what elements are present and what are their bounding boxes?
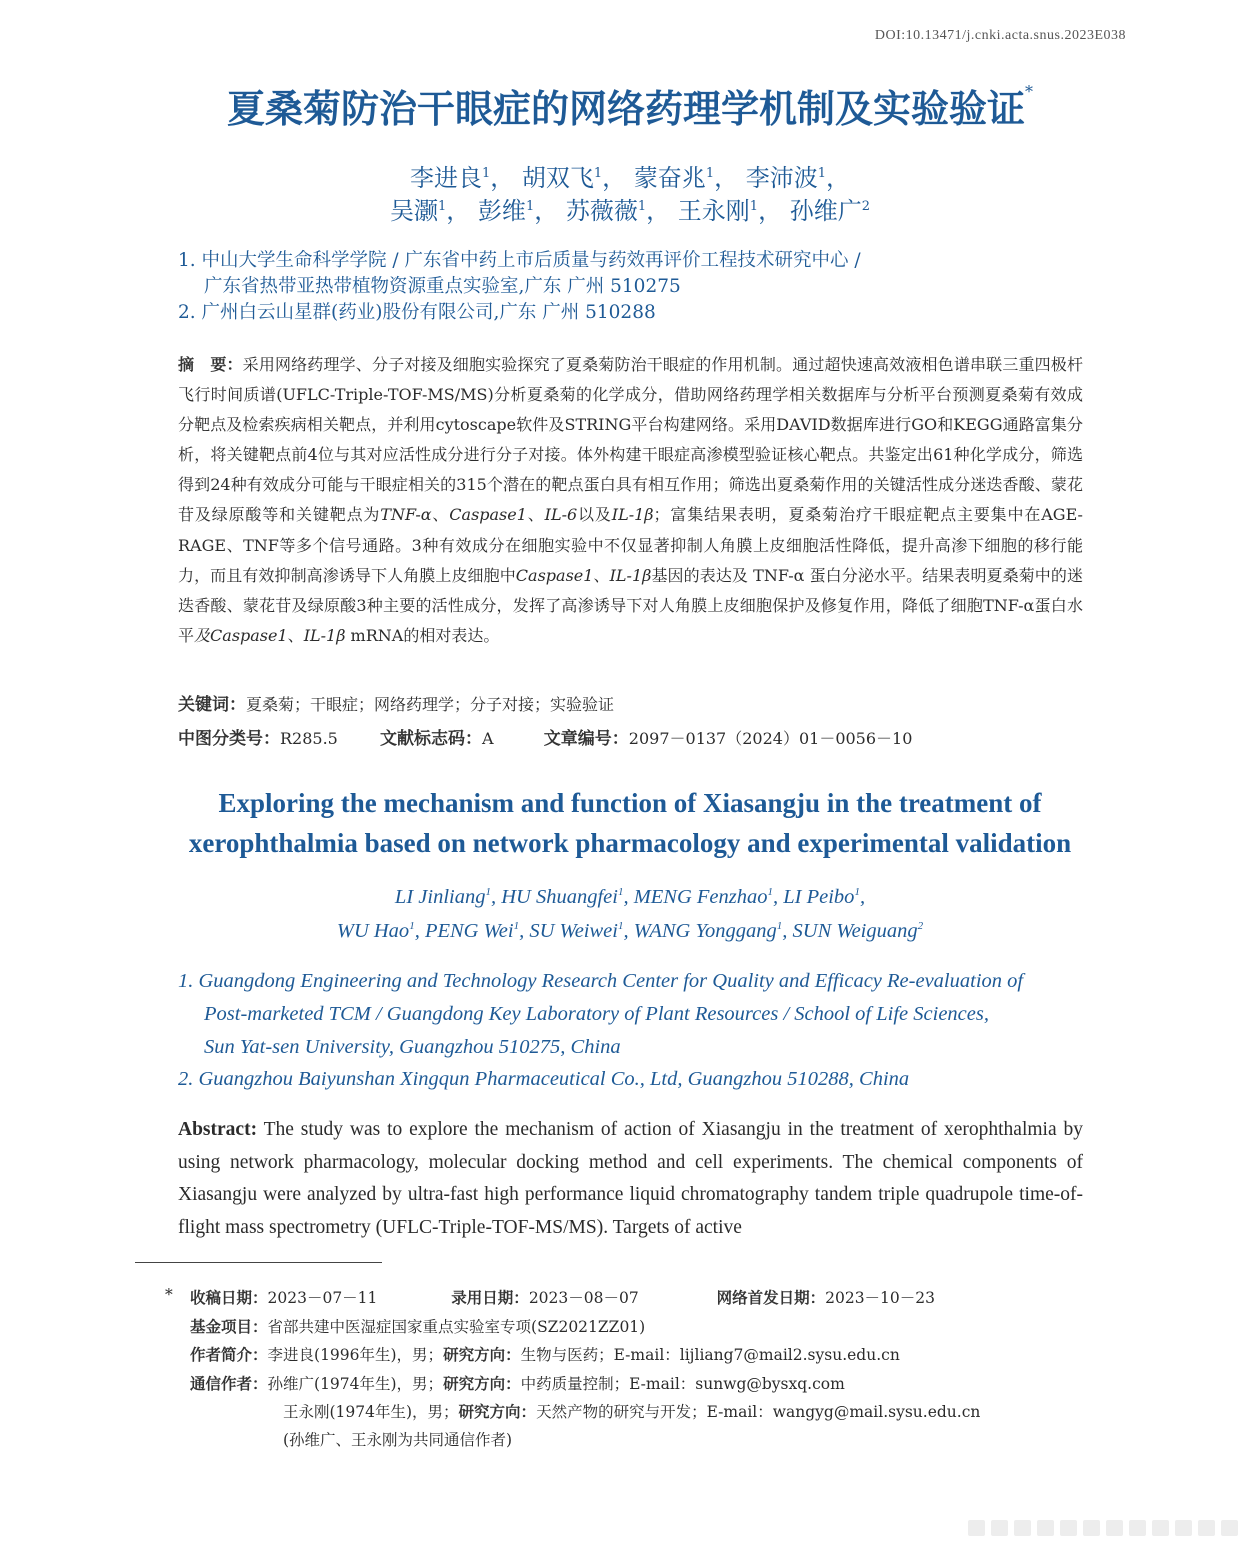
abstract-chinese: [178, 350, 1083, 651]
affiliation-en-1-cont2: Sun Yat-sen University, Guangzhou 510275, China: [204, 1036, 621, 1058]
gene-term: TNF-α: [380, 505, 432, 525]
corr1-research: 中药质量控制；E-mail：sunwg@bysxq.com: [520, 1375, 845, 1393]
footnote-corr-note: (孙维广、王永刚为共同通信作者): [283, 1431, 513, 1449]
author-research: 生物与医药；E-mail：lijliang7@mail2.sysu.edu.cn: [520, 1346, 900, 1364]
author-aff: 1: [705, 166, 715, 181]
author-zh: 王永刚: [677, 197, 750, 225]
gene-term: IL-1β: [609, 565, 652, 585]
author-zh: 吴灏: [390, 197, 439, 225]
author-aff: 1: [617, 920, 624, 933]
abstract-english: [178, 1114, 1083, 1244]
separator: 、: [431, 505, 450, 525]
author-bio: 李进良(1996年生)，男；: [267, 1346, 444, 1364]
online-label: 网络首发日期：: [716, 1289, 826, 1307]
title-chinese: [0, 78, 1260, 133]
separator: 、: [287, 625, 304, 645]
title-chinese-text: 夏桑菊防治干眼症的网络药理学机制及实验验证: [226, 86, 1025, 131]
author-aff: 1: [617, 886, 624, 899]
author-aff: 1: [817, 166, 827, 181]
author-aff: 1: [854, 886, 860, 899]
keywords-zh: [178, 690, 614, 715]
gene-term: IL-6: [544, 505, 578, 525]
abstract-text: mRNA的相对表达。: [345, 625, 500, 645]
accepted-label: 录用日期：: [451, 1289, 529, 1307]
corr2-info: 王永刚(1974年生)，男；: [283, 1403, 459, 1421]
affiliation-en-1: 1. Guangdong Engineering and Technology Research Center for Quality and Efficacy Re-evaluation of: [178, 970, 1024, 992]
author-aff: 1: [767, 886, 774, 899]
author-aff: 1: [438, 199, 447, 214]
author-aff: 2: [917, 920, 924, 933]
gene-term: IL-1β: [303, 625, 346, 645]
authors-chinese-line2: 吴灏$^1$， 彭维$^1$， 苏薇薇$^1$， 王永刚$^1$， 孙维广$^2$: [390, 197, 870, 225]
classification-row: [178, 724, 912, 749]
author-zh: 蒙奋兆: [633, 164, 706, 192]
author-aff: 1: [776, 920, 783, 933]
separator: 、: [526, 505, 545, 525]
author-zh: 彭维: [477, 197, 526, 225]
corr-label: 通信作者：: [190, 1375, 268, 1393]
received-label: 收稿日期：: [190, 1289, 268, 1307]
fund-label: 基金项目：: [190, 1318, 268, 1336]
affiliation-zh-2: 2. 广州白云山星群(药业)股份有限公司,广东 广州 510288: [178, 302, 656, 323]
abstract-text: 采用网络药理学、分子对接及细胞实验探究了夏桑菊防治干眼症的作用机制。通过超快速高效液相色谱串联三重四极杆飞行时间质谱(UFLC-Triple-TOF-MS/MS)分析夏桑菊的化学成分，借助网络药理学相关数据库与分析平台预测夏桑菊有效成分靶点及检索疾病相关靶点，并利用cytoscape软件及STRING平台构建网络。采用DAVID数据库进行GO和KEGG通路富集分析，将关键靶点前4位与其对应活性成分进行分子对接。体外构建干眼症高渗模型验证核心靶点。共鉴定出61种化学成分，筛选得到24种有效成分可能与干眼症相关的315个潜在的靶点蛋白具有相互作用；筛选出夏桑菊作用的关键活性成分迷迭香酸、蒙花苷及绿原酸等和关键靶点为: [178, 355, 1083, 525]
separator: 及: [194, 625, 211, 645]
clc-label: 中图分类号：: [178, 729, 280, 749]
footnote-corr1: [190, 1372, 845, 1394]
author-aff: 1: [637, 199, 647, 214]
abstract-label: 摘 要：: [178, 355, 243, 374]
separator: 以及: [577, 505, 612, 525]
abstract-en-label: Abstract:: [178, 1119, 258, 1140]
author-en: WU Hao: [336, 920, 410, 942]
authors-english-line2: WU Hao$^1$, PENG Wei$^1$, SU Weiwei$^1$, WANG Yonggang$^1$, SUN Weiguang$^2$: [336, 920, 924, 942]
affiliation-zh-1-cont: 广东省热带亚热带植物资源重点实验室,广东 广州 510275: [204, 276, 681, 297]
affiliation-en-2: 2. Guangzhou Baiyunshan Xingqun Pharmaceutical Co., Ltd, Guangzhou 510288, China: [178, 1068, 910, 1090]
author-en: LI Jinliang: [394, 886, 486, 908]
author-aff: 1: [749, 199, 759, 214]
footnote-fund: [190, 1315, 645, 1337]
author-zh: 胡双飞: [521, 164, 594, 192]
gene-term: Caspase1: [449, 505, 527, 525]
clc-value: R285.5: [280, 729, 338, 748]
affiliation-en-1-cont: Post-marketed TCM / Guangdong Key Laboratory of Plant Resources / School of Life Sciences,: [204, 1003, 989, 1025]
author-aff: 2: [861, 199, 870, 214]
doc-code-value: A: [482, 729, 494, 748]
author-en: HU Shuangfei: [501, 886, 618, 908]
author-aff: 1: [485, 886, 491, 899]
research-label: 研究方向：: [443, 1375, 521, 1393]
footnote-star: *: [165, 1286, 173, 1304]
authors-english-line1: LI Jinliang$^1$, HU Shuangfei$^1$, MENG Fenzhao$^1$, LI Peibo$^1$,: [394, 886, 866, 908]
footnote-corr2: [283, 1400, 980, 1422]
doc-code-label: 文献标志码：: [380, 729, 483, 749]
watermark-strip: [968, 1520, 1238, 1536]
keywords-label: 关键词：: [178, 695, 246, 715]
footnote-author: [190, 1343, 900, 1365]
author-zh: 李沛波: [745, 164, 818, 192]
gene-term: IL-1β: [611, 505, 654, 525]
author-zh: 李进良: [409, 164, 482, 192]
doi-header: DOI:10.13471/j.cnki.acta.snus.2023E038: [874, 28, 1126, 43]
corr1-info: 孙维广(1974年生)，男；: [267, 1375, 444, 1393]
authors-chinese-line1: 李进良$^1$， 胡双飞$^1$， 蒙奋兆$^1$， 李沛波$^1$，: [409, 164, 851, 192]
abstract-text: ；富集结果表明，夏桑菊治疗干眼症靶点主要集中在AGE-RAGE、TNF等多个信号通路。3种有效成分在细胞实验中不仅显著抑制人角膜上皮细胞活性降低，提升高渗下细胞的移行能力，而且有效抑制高渗诱导下人角膜上皮细胞中: [178, 505, 1083, 585]
footnote-divider: [135, 1262, 382, 1263]
research-label: 研究方向：: [443, 1346, 521, 1364]
title-footnote-mark: *: [1025, 82, 1033, 101]
research-label: 研究方向：: [458, 1403, 537, 1421]
keywords-value: 夏桑菊；干眼症；网络药理学；分子对接；实验验证: [246, 695, 615, 714]
author-en: WANG Yonggang: [633, 920, 777, 942]
author-bio-label: 作者简介：: [190, 1346, 268, 1364]
author-aff: 1: [525, 199, 535, 214]
author-en: LI Peibo: [783, 886, 855, 908]
footnote-dates: [190, 1286, 935, 1308]
gene-term: Caspase1: [515, 565, 594, 585]
article-no-value: 2097－0137（2024）01－0056－10: [628, 729, 913, 748]
received-date: 2023－07－11: [267, 1289, 378, 1307]
fund-value: 省部共建中医湿症国家重点实验室专项(SZ2021ZZ01): [267, 1318, 646, 1336]
author-en: PENG Wei: [424, 920, 514, 942]
online-date: 2023－10－23: [825, 1289, 936, 1307]
abstract-text: 基因的表达及 TNF-α 蛋白分泌水平。结果表明夏桑菊中的迷迭香酸、蒙花苷及绿原酸3种主要的活性成分，发挥了高渗诱导下对人角膜上皮细胞保护及修复作用，降低了细胞TNF-α蛋白水平: [178, 565, 1083, 645]
affiliation-zh-1: 1. 中山大学生命科学学院 / 广东省中药上市后质量与药效再评价工程技术研究中心 /: [178, 250, 861, 271]
author-aff: 1: [593, 166, 603, 181]
accepted-date: 2023－08－07: [528, 1289, 639, 1307]
author-aff: 1: [513, 920, 520, 933]
article-no-label: 文章编号：: [543, 729, 629, 749]
gene-term: Caspase1: [210, 625, 288, 645]
abstract-en-text: The study was to explore the mechanism of action of Xiasangju in the treatment of xerophthalmia by using network pharmacology, molecular docking method and cell experiments. The chemical components of Xiasangju were analyzed by ultra-fast high performance liquid chromatography tandem triple quadrupole time-of-flight mass spectrometry (UFLC-Triple-TOF-MS/MS). Targets of active: [178, 1119, 1083, 1238]
author-zh: 苏薇薇: [565, 197, 638, 225]
author-en: SUN Weiguang: [792, 920, 918, 942]
author-en: MENG Fenzhao: [633, 886, 768, 908]
title-english: Exploring the mechanism and function of Xiasangju in the treatment of xerophthalmia based on network pharmacology and experimental validation: [188, 788, 1072, 858]
author-aff: 1: [409, 920, 415, 933]
author-aff: 1: [481, 166, 491, 181]
corr2-research: 天然产物的研究与开发；E-mail：wangyg@mail.sysu.edu.cn: [536, 1403, 981, 1421]
author-en: SU Weiwei: [529, 920, 618, 942]
separator: 、: [593, 565, 610, 585]
author-zh: 孙维广: [789, 197, 862, 225]
